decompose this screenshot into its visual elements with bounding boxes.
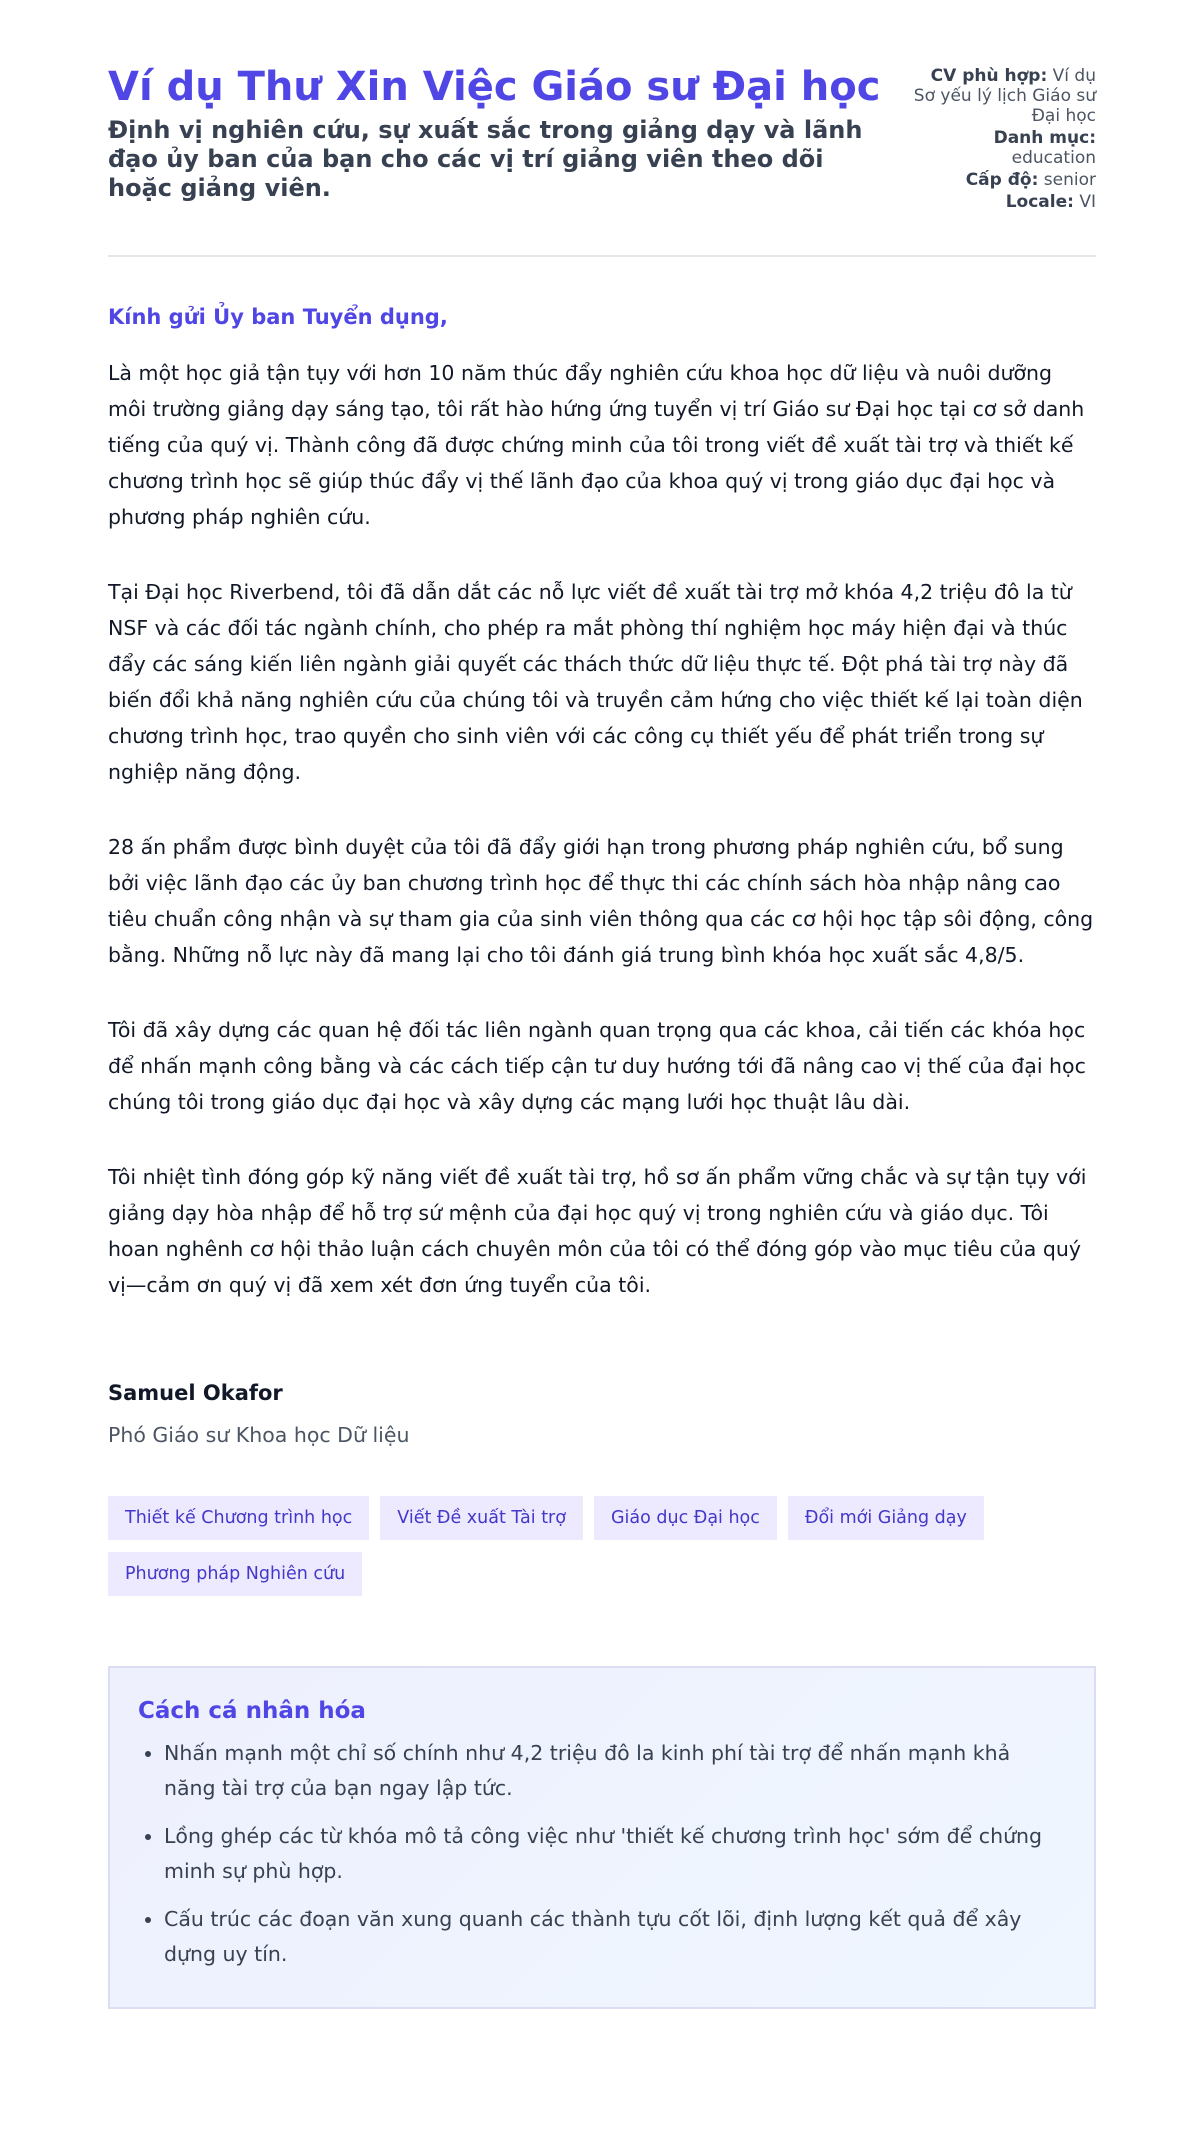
letter-body [108, 355, 1096, 1303]
signature-title: Phó Giáo sư Khoa học Dữ liệu [108, 1423, 410, 1447]
meta-category-value: education [1011, 148, 1096, 168]
meta-category-key: Danh mục: [993, 128, 1096, 148]
tips-list-item: • Cấu trúc các đoạn văn xung quanh các thành tựu cốt lõi, định lượng kết quả để xây dựng uy tín. [164, 1902, 1064, 1972]
meta-category [911, 128, 1096, 168]
letter-salutation: Kính gửi Ủy ban Tuyển dụng, [108, 305, 448, 329]
meta-level-value: senior [1043, 170, 1096, 190]
meta-cv-key: CV phù hợp: [930, 66, 1048, 86]
meta-cv-value: Ví dụ Sơ yếu lý lịch Giáo sư Đại học [913, 66, 1096, 126]
skill-tags [108, 1496, 1008, 1608]
letter-paragraph: Tôi nhiệt tình đóng góp kỹ năng viết đề xuất tài trợ, hồ sơ ấn phẩm vững chắc và sự tận tụy với giảng dạy hòa nhập để hỗ trợ sứ mệnh của đại học quý vị trong nghiên cứu và giáo dục. Tôi hoan nghênh cơ hội thảo luận cách chuyên môn của tôi có thể đóng góp vào mục tiêu của quý vị—cảm ơn quý vị đã xem xét đơn ứng tuyển của tôi. [108, 1165, 1087, 1297]
skill-tag: Đổi mới Giảng dạy [788, 1496, 984, 1540]
page-header [108, 60, 1096, 257]
meta-level-key: Cấp độ: [965, 170, 1039, 190]
meta-locale [911, 192, 1096, 212]
signature-name: Samuel Okafor [108, 1381, 283, 1405]
meta-cv [911, 66, 1096, 126]
page-title: Ví dụ Thư Xin Việc Giáo sư Đại học [108, 64, 881, 110]
letter-paragraph: 28 ấn phẩm được bình duyệt của tôi đã đẩy giới hạn trong phương pháp nghiên cứu, bổ sung bởi việc lãnh đạo các ủy ban chương trình học để thực thi các chính sách hòa nhập nâng cao tiêu chuẩn công nhận và sự tham gia của sinh viên thông qua các cơ hội học tập sôi động, công bằng. Những nỗ lực này đã mang lại cho tôi đánh giá trung bình khóa học xuất sắc 4,8/5. [108, 835, 1094, 967]
letter-paragraph: Tôi đã xây dựng các quan hệ đối tác liên ngành quan trọng qua các khoa, cải tiến các khóa học để nhấn mạnh công bằng và các cách tiếp cận tư duy hướng tới đã nâng cao vị thế của đại học chúng tôi trong giáo dục đại học và xây dựng các mạng lưới học thuật lâu dài. [108, 1018, 1086, 1114]
tips-list-item: • Nhấn mạnh một chỉ số chính như 4,2 triệu đô la kinh phí tài trợ để nhấn mạnh khả năng tài trợ của bạn ngay lập tức. [164, 1736, 1064, 1806]
page-subtitle: Định vị nghiên cứu, sự xuất sắc trong giảng dạy và lãnh đạo ủy ban của bạn cho các vị trí giảng viên theo dõi hoặc giảng viên. [108, 116, 863, 202]
skill-tag: Phương pháp Nghiên cứu [108, 1552, 362, 1596]
letter-page [108, 0, 1096, 2009]
skill-tag: Viết Đề xuất Tài trợ [380, 1496, 583, 1540]
skill-tag: Thiết kế Chương trình học [108, 1496, 369, 1540]
tips-list [138, 1736, 1064, 1972]
tips-title: Cách cá nhân hóa [138, 1698, 366, 1724]
meta-panel [911, 66, 1096, 214]
meta-locale-value: VI [1079, 192, 1096, 212]
meta-locale-key: Locale: [1005, 192, 1074, 212]
letter-paragraph: Tại Đại học Riverbend, tôi đã dẫn dắt các nỗ lực viết đề xuất tài trợ mở khóa 4,2 triệu đô la từ NSF và các đối tác ngành chính, cho phép ra mắt phòng thí nghiệm học máy hiện đại và thúc đẩy các sáng kiến liên ngành giải quyết các thách thức dữ liệu thực tế. Đột phá tài trợ này đã biến đổi khả năng nghiên cứu của chúng tôi và truyền cảm hứng cho việc thiết kế lại toàn diện chương trình học, trao quyền cho sinh viên với các công cụ thiết yếu để phát triển trong sự nghiệp năng động. [108, 580, 1083, 784]
tips-list-item: • Lồng ghép các từ khóa mô tả công việc như 'thiết kế chương trình học' sớm để chứng minh sự phù hợp. [164, 1819, 1064, 1889]
skill-tag: Giáo dục Đại học [594, 1496, 777, 1540]
personalization-tips-box [108, 1666, 1096, 2009]
letter-paragraph: Là một học giả tận tụy với hơn 10 năm thúc đẩy nghiên cứu khoa học dữ liệu và nuôi dưỡng môi trường giảng dạy sáng tạo, tôi rất hào hứng ứng tuyển vị trí Giáo sư Đại học tại cơ sở danh tiếng của quý vị. Thành công đã được chứng minh của tôi trong viết đề xuất tài trợ và thiết kế chương trình học sẽ giúp thúc đẩy vị thế lãnh đạo của khoa quý vị trong giáo dục đại học và phương pháp nghiên cứu. [108, 361, 1085, 529]
meta-level [911, 170, 1096, 190]
